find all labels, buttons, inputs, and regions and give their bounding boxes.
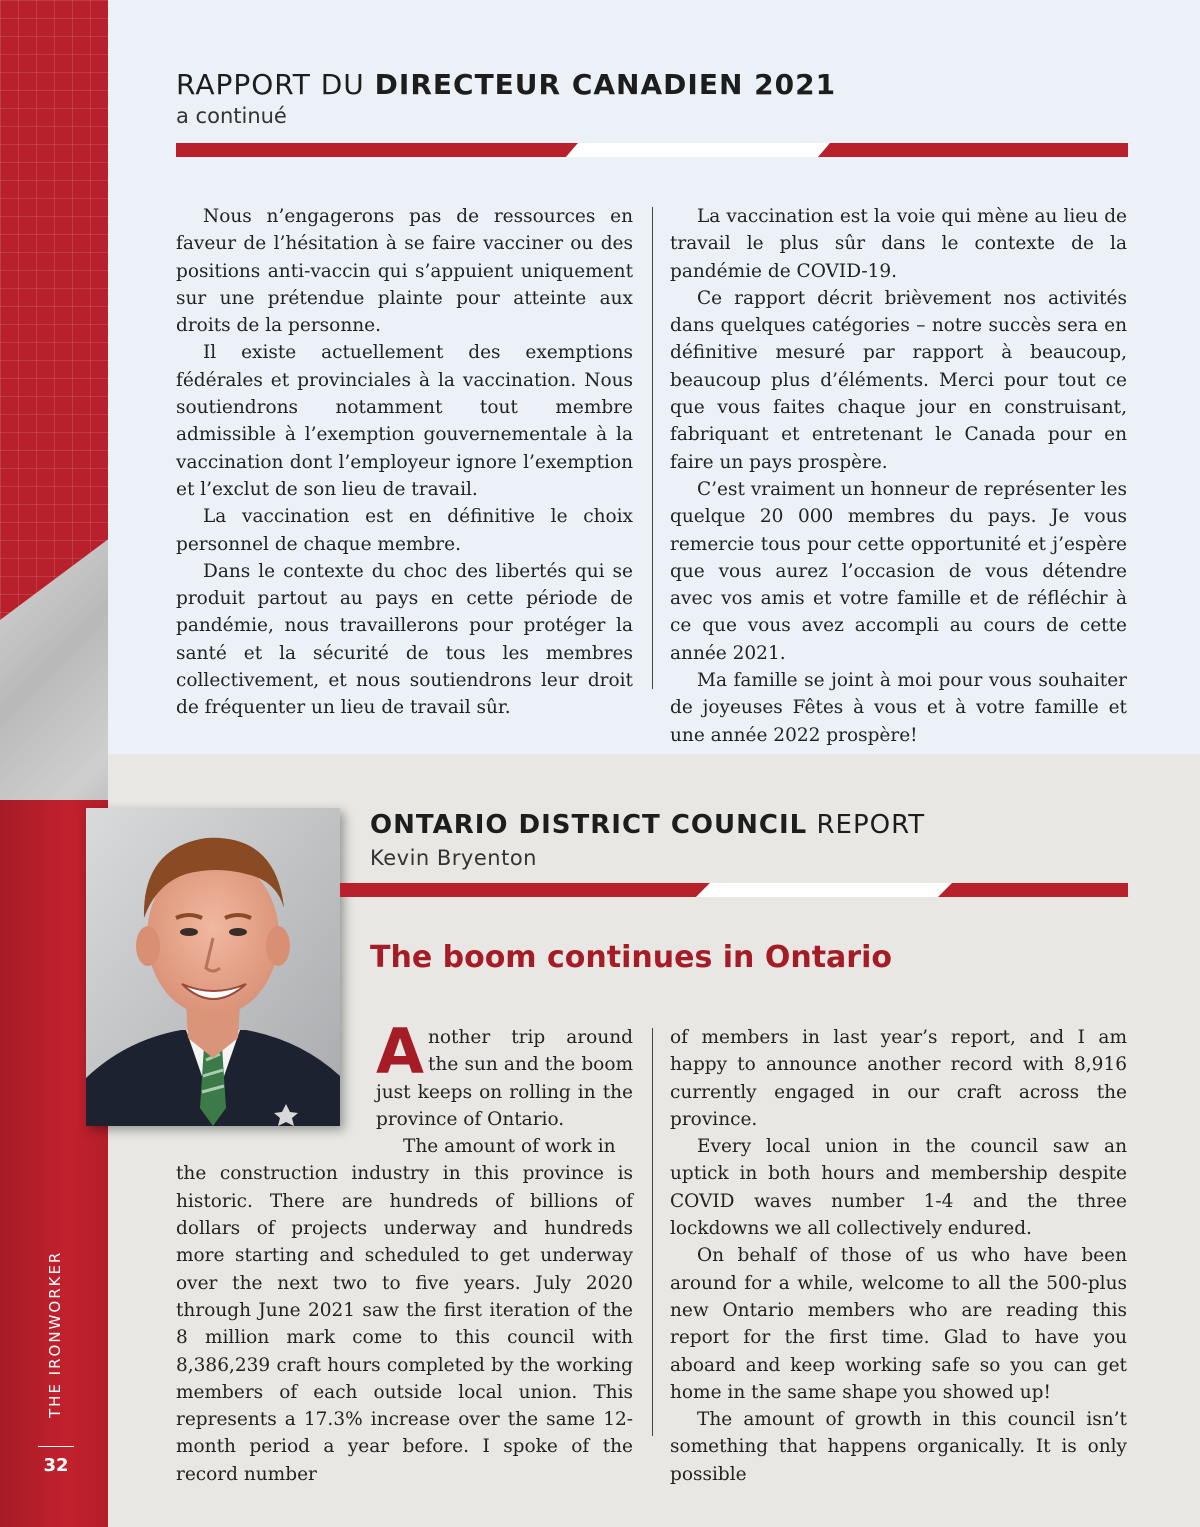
section1-title-bold: DIRECTEUR CANADIEN 2021: [374, 68, 837, 101]
paragraph: Il existe actuellement des exemptions fédérales et provinciales à la vaccination. Nous soutiendrons notamment tout membre admissible à l’exemption gouvernementale à la vaccination dont l’employeur ignore l’exemption et l’exclut de son lieu de travail.: [176, 342, 633, 500]
band-red-grid-panel: [0, 0, 108, 620]
paragraph: Ce rapport décrit brièvement nos activités dans quelques catégories – notre succès sera en définitive mesuré par rapport à beaucoup, beaucoup plus d’éléments. Merci pour tout ce que vous faites chaque jour en construisant, fabriquant et entretenant le Canada pour en faire un pays prospère.: [670, 287, 1127, 473]
paragraph-intro: The amount of work in: [403, 1136, 616, 1158]
paragraph: The amount of growth in this council isn’t something that happens organically. It is only possible: [670, 1409, 1127, 1485]
paragraph: Dans le contexte du choc des libertés qui se produit partout au pays en cette période de pandémie, nous travaillerons pour protéger la santé et la sécurité de tous les membres collectivement, et nous soutiendrons leur droit de fréquenter un lieu de travail sûr.: [176, 560, 633, 719]
section1-title: [176, 68, 836, 101]
drop-cap: A: [376, 1015, 424, 1088]
lead-paragraph: [376, 1015, 633, 1160]
lead-rest: nother trip around the sun and the boom just keeps on rolling in the province of Ontario.: [376, 1027, 633, 1130]
section1-stripe-bar: [176, 143, 1128, 157]
paragraph: La vaccination est en définitive le choix personnel de chaque membre.: [176, 506, 633, 555]
paragraph: C’est vraiment un honneur de représenter les quelque 20 000 membres du pays. Je vous remercie tous pour cette opportunité et j’espère que vous aurez l’occasion de vous détendre avec vos amis et votre famille et de réfléchir à ce que vous avez accompli au cours de cette année 2021.: [670, 478, 1127, 664]
paragraph: Ma famille se joint à moi pour vous souhaiter de joyeuses Fêtes à vous et à votre famille et une année 2022 prospère!: [670, 670, 1127, 746]
band-rule: [38, 1446, 74, 1447]
section2-title-light: REPORT: [807, 810, 926, 840]
column-divider: [652, 207, 653, 689]
section2-left-column: [176, 1015, 633, 1488]
section2-title-bold: ONTARIO DISTRICT COUNCIL: [370, 810, 808, 840]
lead-text: [376, 1015, 633, 1133]
section1-right-column: [670, 203, 1127, 749]
page-number: 32: [43, 1455, 69, 1476]
paragraph: Every local union in the council saw an uptick in both hours and membership despite COVID waves number 1-4 and the three lockdowns we all collectively endured.: [670, 1136, 1127, 1240]
section2-title: [370, 810, 925, 840]
author-name: Kevin Bryenton: [370, 846, 537, 870]
article-title: The boom continues in Ontario: [370, 940, 892, 975]
magazine-name: THE IRONWORKER: [46, 1250, 64, 1418]
paragraph: the construction industry in this province is historic. There are hundreds of billions of dollars of projects underway and hundreds more starting and scheduled to get underway over the next two to five years. July 2020 through June 2021 saw the first iteration of the 8 million mark come to this council with 8,386,239 craft hours completed by the working members of each outside local union. This represents a 17.3% increase over the same 12-month period a year before. I spoke of the record number: [176, 1163, 633, 1485]
paragraph: On behalf of those of us who have been around for a while, welcome to all the 500-plus new Ontario members who are reading this report for the first time. Glad to have you aboard and keep working safe so you can get home in the same shape you showed up!: [670, 1245, 1127, 1403]
paragraph: of members in last year’s report, and I am happy to announce another record with 8,916 currently engaged in our craft across the province.: [670, 1027, 1127, 1130]
section1-left-column: [176, 203, 633, 722]
left-decorative-band: [0, 0, 108, 1527]
paragraph: La vaccination est la voie qui mène au lieu de travail le plus sûr dans le contexte de la pandémie de COVID-19.: [670, 206, 1127, 282]
section2-stripe-bar: [340, 883, 1128, 897]
paragraph: Nous n’engagerons pas de ressources en faveur de l’hésitation à se faire vacciner ou des positions anti-vaccin qui s’appuient uniquement sur une prétendue plainte pour atteinte aux droits de la personne.: [176, 206, 633, 337]
section1-title-light: RAPPORT DU: [176, 68, 375, 101]
section2-right-column: [670, 1024, 1127, 1488]
section1-subtitle: a continué: [176, 104, 287, 128]
column-divider: [652, 1028, 653, 1436]
